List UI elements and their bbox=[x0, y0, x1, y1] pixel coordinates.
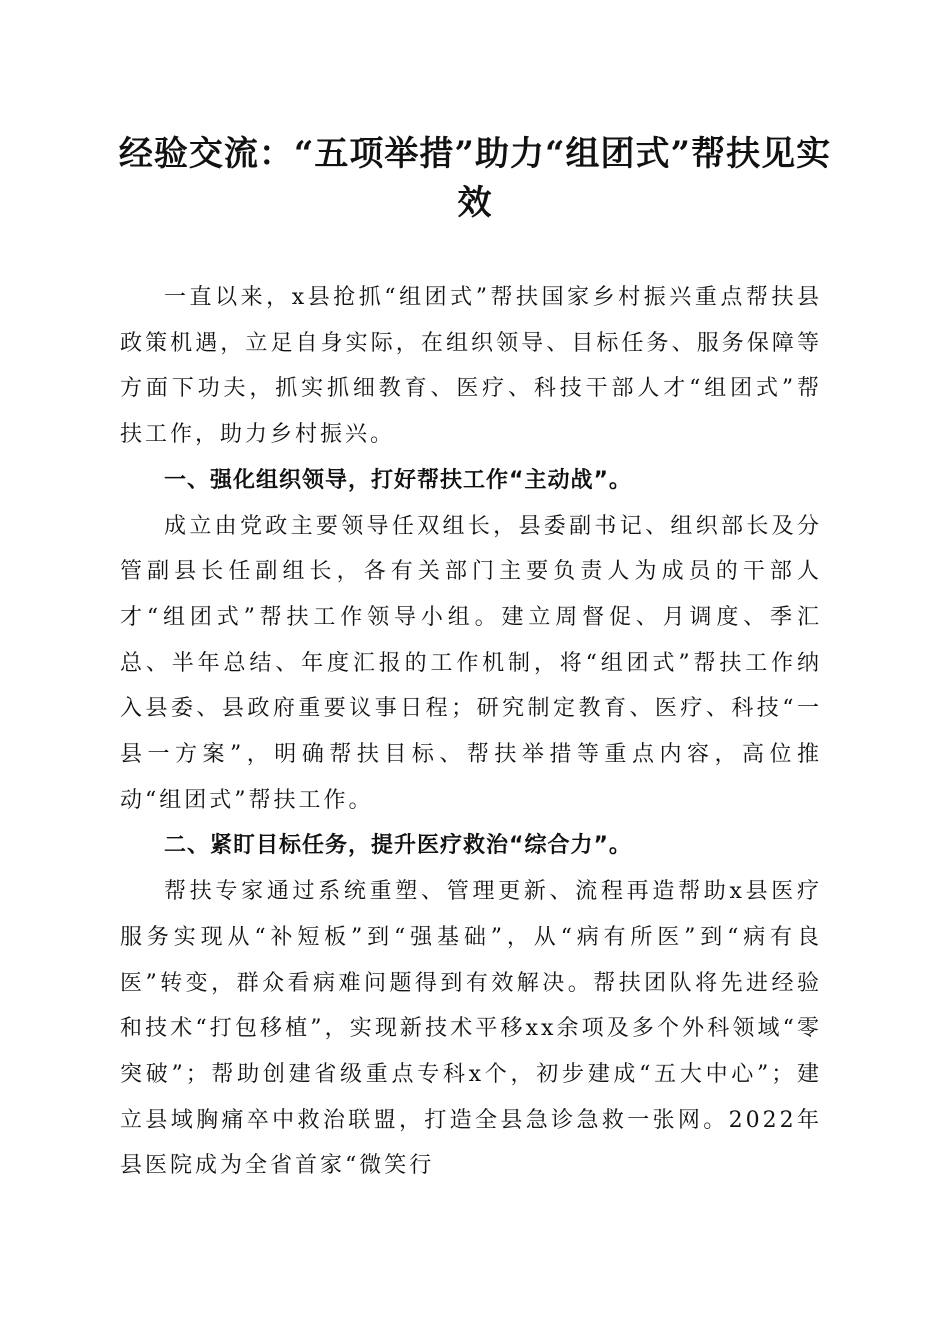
section-1-paragraph: 成立由党政主要领导任双组长，县委副书记、组织部长及分管副县长任副组长，各有关部门主要负责人为成员的干部人才“组团式”帮扶工作领导小组。建立周督促、月调度、季汇总、半年总结、年度汇报的工作机制，将“组团式”帮扶工作纳入县委、县政府重要议事日程；研究制定教育、医疗、科技“一县一方案”，明确帮扶目标、帮扶举措等重点内容，高位推动“组团式”帮扶工作。 bbox=[120, 513, 822, 813]
section-1-heading: 一、强化组织领导，打好帮扶工作“主动战”。 bbox=[164, 467, 632, 493]
document-title: 经验交流：“五项举措”助力“组团式”帮扶见实效 bbox=[118, 134, 832, 223]
section-2-paragraph: 帮扶专家通过系统重塑、管理更新、流程再造帮助x县医疗服务实现从“补短板”到“强基础”，从“病有所医”到“病有良医”转变，群众看病难问题得到有效解决。帮扶团队将先进经验和技术“打包移植”，实现新技术平移xx余项及多个外科领域“零突破”；帮助创建省级重点专科x个，初步建成“五大中心”；建立县域胸痛卒中救治联盟，打造全县急诊急救一张网。2022年县医院成为全省首家“微笑行 bbox=[120, 879, 822, 1179]
intro-paragraph: 一直以来，x县抢抓“组团式”帮扶国家乡村振兴重点帮扶县政策机遇，立足自身实际，在组织领导、目标任务、服务保障等方面下功夫，抓实抓细教育、医疗、科技干部人才“组团式”帮扶工作，助力乡村振兴。 bbox=[120, 285, 822, 448]
document-body bbox=[120, 275, 822, 1189]
section-2-heading: 二、紧盯目标任务，提升医疗救治“综合力”。 bbox=[164, 833, 632, 859]
